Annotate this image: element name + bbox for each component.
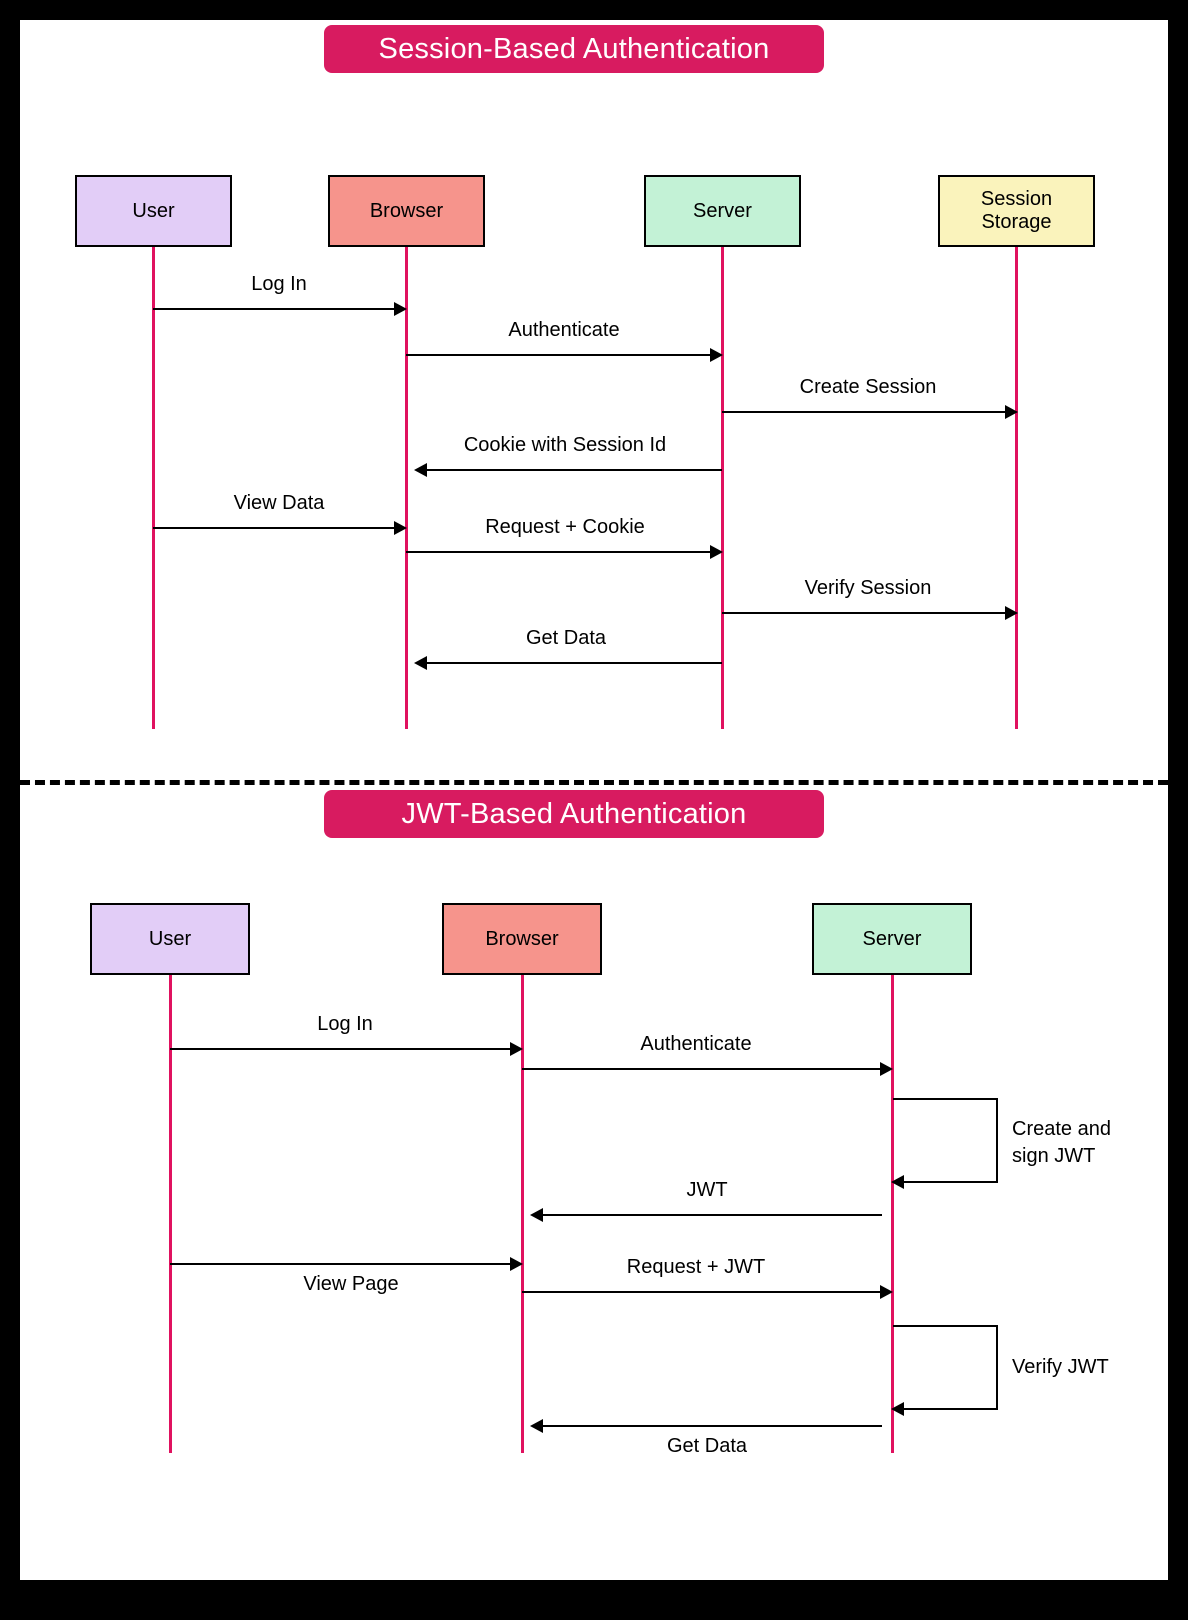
session-section-title: Session-Based Authentication [324,25,824,73]
arrow-head-right [510,1257,523,1271]
arrow-head-right [394,521,407,535]
message-label-request-jwt: Request + JWT [626,1256,766,1278]
actor-label: User [132,199,175,222]
message-arrow-request-cookie-session [406,551,712,553]
note-line2: sign JWT [1012,1145,1096,1167]
arrow-head-left [414,656,427,670]
message-arrow-authenticate-session [406,354,712,356]
note-label-create-sign-jwt [1012,1116,1111,1170]
section-divider [20,780,1168,785]
message-label-authenticate-jwt: Authenticate [640,1033,752,1055]
actor-label: User [148,927,192,950]
lifeline-server-session [721,247,724,729]
actor-box-session-storage [938,175,1095,247]
message-arrow-authenticate-jwt [522,1068,882,1070]
note-label-verify-jwt: Verify JWT [1012,1356,1109,1378]
message-arrow-request-jwt [522,1291,882,1293]
actor-box-user-session [75,175,232,247]
note-line1: Create and [1012,1118,1111,1140]
message-label-jwt: JWT [686,1179,728,1201]
message-arrow-jwt [532,1214,882,1216]
arrow-head-right [880,1285,893,1299]
arrow-head-left [414,463,427,477]
arrow-head-left [891,1402,904,1416]
arrow-head-right [880,1062,893,1076]
message-label-get-data-jwt: Get Data [666,1435,748,1457]
self-message-create-sign-jwt [893,1098,998,1183]
message-arrow-get-data-jwt [532,1425,882,1427]
message-label-login-session: Log In [251,273,307,295]
lifeline-user-jwt [169,975,172,1453]
message-arrow-login-session [153,308,396,310]
arrow-head-right [510,1042,523,1056]
message-arrow-create-session [722,411,1007,413]
actor-label-line1: Session [980,188,1053,210]
message-label-request-cookie-session: Request + Cookie [485,516,645,538]
actor-label: Browser [485,927,559,950]
message-label-login-jwt: Log In [317,1013,373,1035]
message-label-cookie-session: Cookie with Session Id [463,434,667,456]
arrow-head-right [710,545,723,559]
actor-box-browser-jwt [442,903,602,975]
message-arrow-verify-session [722,612,1007,614]
diagram-canvas [20,20,1168,1580]
lifeline-browser-session [405,247,408,729]
arrow-head-right [1005,405,1018,419]
message-label-authenticate-session: Authenticate [508,319,620,341]
arrow-head-left [891,1175,904,1189]
message-label-view-data-session: View Data [233,492,325,514]
lifeline-user-session [152,247,155,729]
actor-box-server-session [644,175,801,247]
actor-label-line2: Storage [981,211,1052,233]
actor-label: Server [862,927,922,950]
actor-label: Browser [369,199,444,222]
actor-box-browser-session [328,175,485,247]
arrow-head-left [530,1419,543,1433]
arrow-head-right [1005,606,1018,620]
arrow-head-right [710,348,723,362]
message-arrow-view-page-jwt [170,1263,512,1265]
actor-label: Server [693,199,752,222]
arrow-head-right [394,302,407,316]
lifeline-storage-session [1015,247,1018,729]
self-message-verify-jwt [893,1325,998,1410]
arrow-head-left [530,1208,543,1222]
actor-box-server-jwt [812,903,972,975]
message-arrow-login-jwt [170,1048,512,1050]
actor-box-user-jwt [90,903,250,975]
message-label-get-data-session: Get Data [525,627,607,649]
message-arrow-get-data-session [416,662,722,664]
message-arrow-view-data-session [153,527,396,529]
jwt-section-title: JWT-Based Authentication [324,790,824,838]
message-label-view-page-jwt: View Page [303,1273,399,1295]
message-label-verify-session: Verify Session [804,577,932,599]
message-label-create-session: Create Session [799,376,937,398]
message-arrow-cookie-session [416,469,722,471]
